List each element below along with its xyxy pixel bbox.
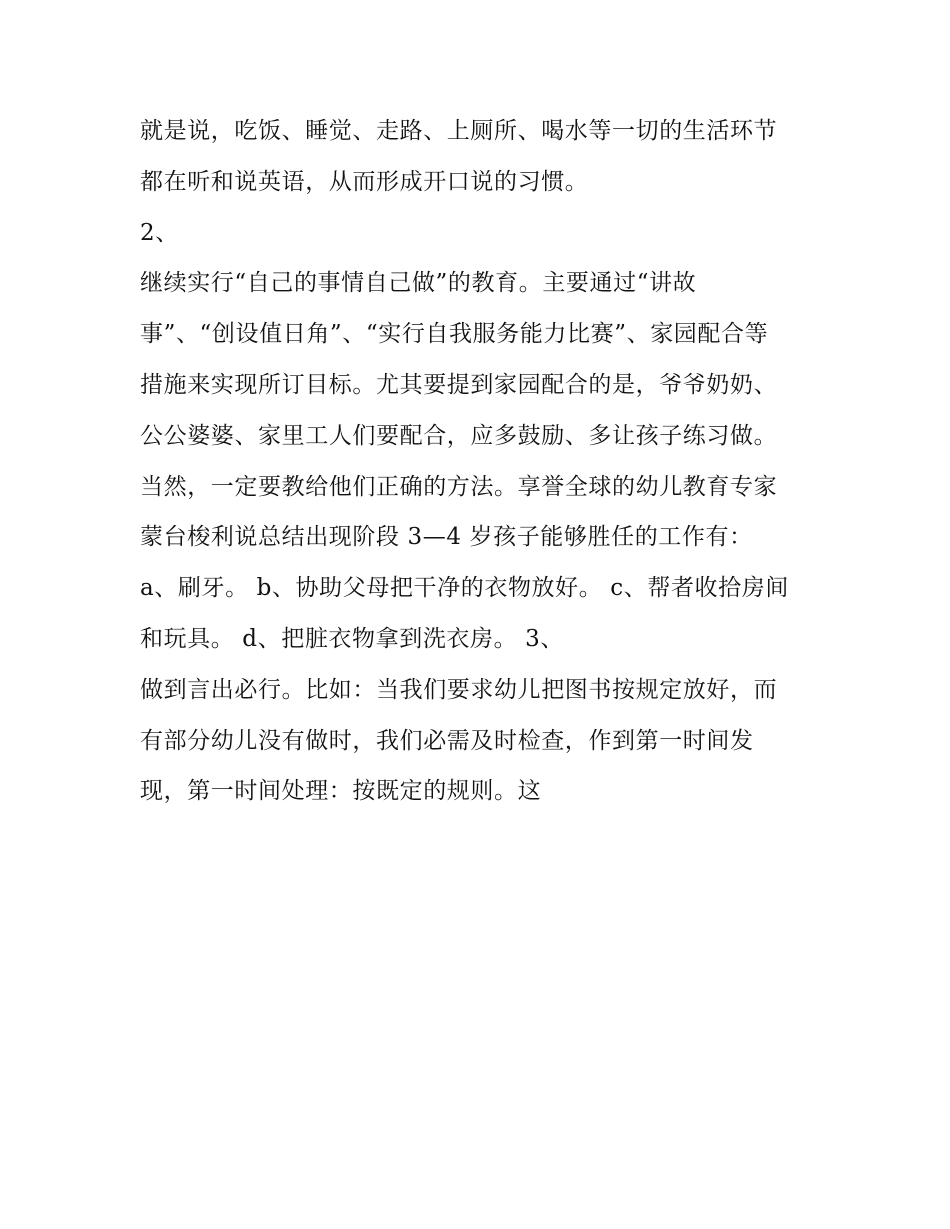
text-line-12: 做到言出必行。比如：当我们要求幼儿把图书按规定放好，而: [140, 676, 778, 703]
text-line-8: 当然，一定要教给他们正确的方法。享誉全球的幼儿教育专家: [140, 473, 778, 500]
text-line-6: 措施来实现所订目标。尤其要提到家园配合的是，爷爷奶奶、: [140, 371, 778, 398]
text-line-4: 继续实行“自己的事情自己做”的教育。主要通过“讲故: [140, 270, 697, 297]
text-line-2: 都在听和说英语，从而形成开口说的习惯。: [140, 168, 589, 195]
text-line-10: a、刷牙。 b、协助父母把干净的衣物放好。 c、帮者收拾房间: [140, 575, 789, 602]
text-line-1: 就是说，吃饭、睡觉、走路、上厕所、喝水等一切的生活环节: [140, 118, 778, 144]
text-line-3: 2、: [140, 219, 179, 246]
text-line-9: 蒙台梭利说总结出现阶段 3—4 岁孩子能够胜任的工作有：: [140, 524, 753, 551]
text-line-11: 和玩具。 d、把脏衣物拿到洗衣房。 3、: [140, 625, 564, 652]
text-line-7: 公公婆婆、家里工人们要配合，应多鼓励、多让孩子练习做。: [140, 422, 778, 449]
body-text: [140, 106, 830, 817]
text-line-5: 事”、“创设值日角”、“实行自我服务能力比赛”、家园配合等: [140, 321, 769, 348]
text-line-13: 有部分幼儿没有做时，我们必需及时检查，作到第一时间发: [140, 727, 754, 754]
text-line-14: 现，第一时间处理：按既定的规则。这: [140, 778, 542, 805]
